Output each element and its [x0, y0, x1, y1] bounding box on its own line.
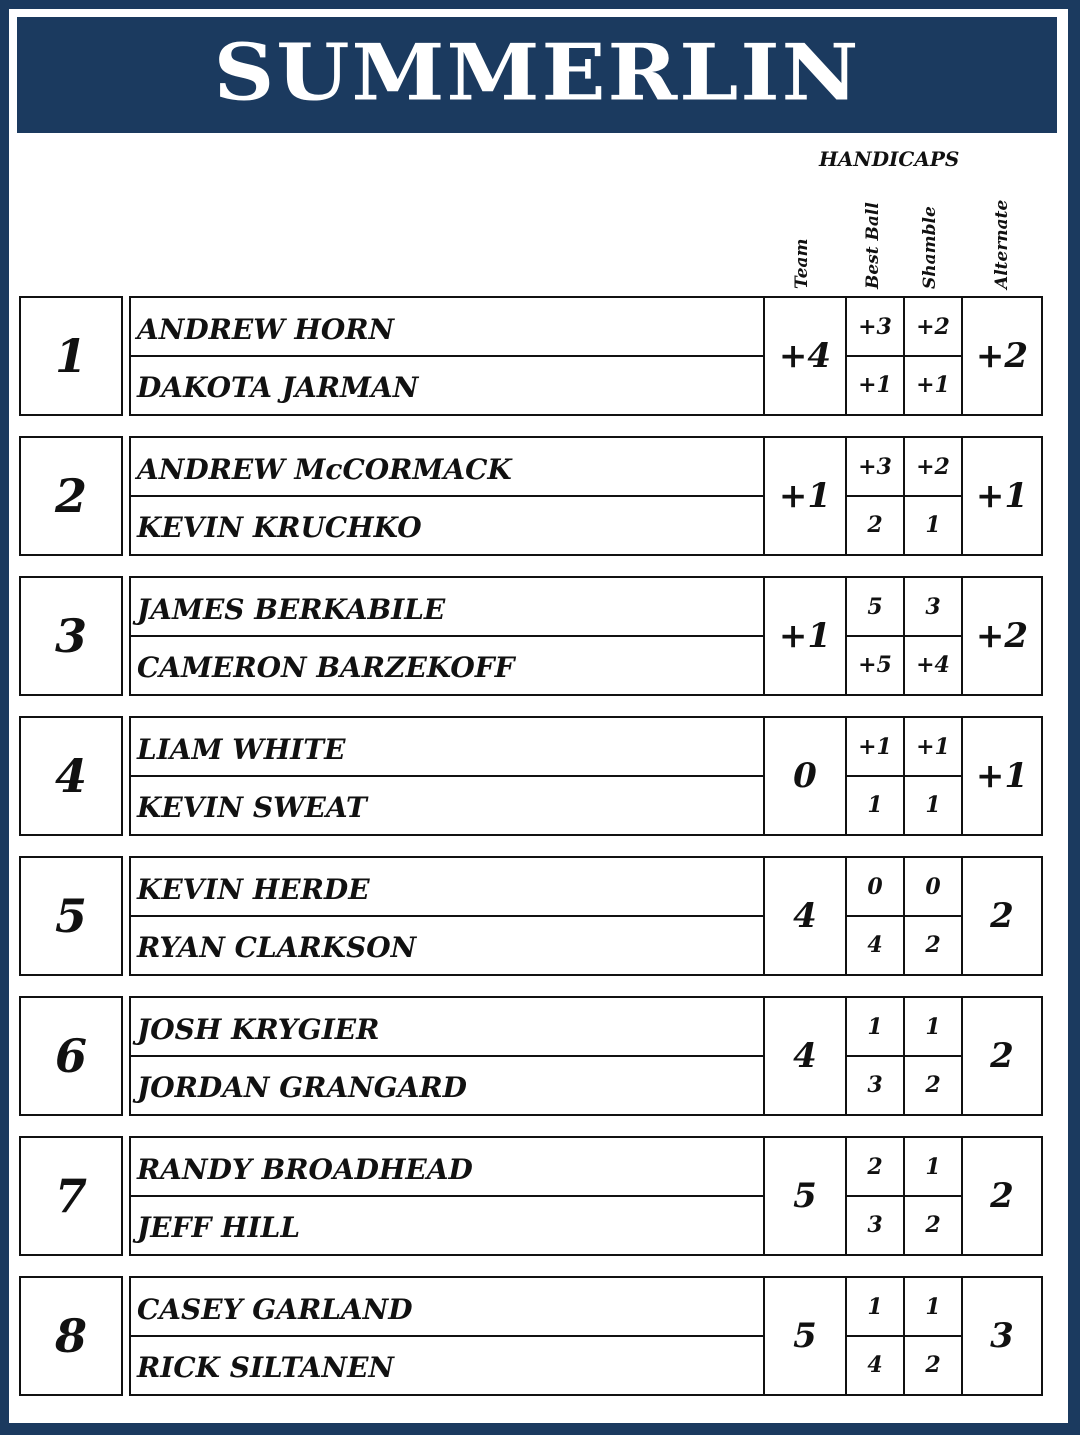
shamble-handicap: +4	[905, 636, 963, 694]
best-ball-handicap: +1	[847, 356, 905, 414]
column-header-shamble: Shamble	[920, 206, 940, 289]
team-handicap: +1	[765, 438, 847, 554]
divider	[131, 1055, 763, 1057]
team-handicap: +1	[765, 578, 847, 694]
best-ball-handicap: +3	[847, 438, 905, 496]
shamble-handicap: 0	[905, 858, 963, 916]
team-handicap: 4	[765, 858, 847, 974]
divider	[131, 495, 763, 497]
player-names	[131, 718, 765, 834]
divider	[847, 775, 963, 777]
divider	[847, 355, 963, 357]
team-grid	[129, 436, 1043, 556]
player-names	[131, 998, 765, 1114]
player-name: CAMERON BARZEKOFF	[137, 650, 515, 684]
player-name: CASEY GARLAND	[137, 1292, 413, 1326]
handicap-sheet	[9, 9, 1068, 1423]
player-name: ANDREW McCORMACK	[137, 452, 512, 486]
player-name: RYAN CLARKSON	[137, 930, 417, 964]
shamble-handicap: +2	[905, 298, 963, 356]
team-grid	[129, 856, 1043, 976]
alternate-handicap: +2	[975, 336, 1029, 376]
divider	[131, 635, 763, 637]
team-number: 1	[19, 296, 123, 416]
best-ball-handicap: 2	[847, 1138, 905, 1196]
best-ball-handicap: 4	[847, 1336, 905, 1394]
handicaps-label: HANDICAPS	[819, 147, 960, 171]
team-number: 3	[19, 576, 123, 696]
team-number: 4	[19, 716, 123, 836]
team-number: 2	[19, 436, 123, 556]
best-ball-handicap: 1	[847, 776, 905, 834]
divider	[131, 1335, 763, 1337]
team-grid	[129, 1136, 1043, 1256]
player-name: RANDY BROADHEAD	[137, 1152, 473, 1186]
column-header-best-ball: Best Ball	[863, 202, 883, 289]
divider	[847, 495, 963, 497]
team-grid	[129, 716, 1043, 836]
best-ball-handicap: 4	[847, 916, 905, 974]
alternate-handicap: 3	[990, 1316, 1014, 1356]
player-name: KEVIN HERDE	[137, 872, 370, 906]
divider	[131, 775, 763, 777]
team-number: 6	[19, 996, 123, 1116]
player-name: ANDREW HORN	[137, 312, 395, 346]
shamble-handicap: 1	[905, 1138, 963, 1196]
alternate-handicap: 2	[990, 896, 1014, 936]
alternate-handicap: 2	[990, 1036, 1014, 1076]
shamble-handicap: +2	[905, 438, 963, 496]
alternate-handicap: +2	[975, 616, 1029, 656]
shamble-handicap: +1	[905, 718, 963, 776]
shamble-handicap: 3	[905, 578, 963, 636]
player-name: LIAM WHITE	[137, 732, 346, 766]
divider	[131, 915, 763, 917]
team-handicap: +4	[765, 298, 847, 414]
divider	[847, 1195, 963, 1197]
best-ball-handicap: 1	[847, 998, 905, 1056]
column-header-alternate: Alternate	[992, 199, 1012, 289]
team-number: 8	[19, 1276, 123, 1396]
shamble-handicap: 2	[905, 916, 963, 974]
best-ball-handicap: 3	[847, 1196, 905, 1254]
shamble-handicap: 1	[905, 496, 963, 554]
player-names	[131, 858, 765, 974]
alternate-handicap: +1	[975, 476, 1029, 516]
team-handicap: 5	[765, 1278, 847, 1394]
page-title: SUMMERLIN	[213, 26, 861, 118]
player-names	[131, 438, 765, 554]
divider	[847, 915, 963, 917]
best-ball-handicap: +1	[847, 718, 905, 776]
shamble-handicap: 2	[905, 1056, 963, 1114]
divider	[131, 355, 763, 357]
team-handicap: 0	[765, 718, 847, 834]
shamble-handicap: 2	[905, 1196, 963, 1254]
player-name: JAMES BERKABILE	[137, 592, 446, 626]
divider	[847, 1335, 963, 1337]
best-ball-handicap: 2	[847, 496, 905, 554]
team-grid	[129, 1276, 1043, 1396]
player-name: JEFF HILL	[137, 1210, 301, 1244]
team-number: 5	[19, 856, 123, 976]
divider	[847, 635, 963, 637]
team-grid	[129, 576, 1043, 696]
player-names	[131, 1138, 765, 1254]
player-name: KEVIN SWEAT	[137, 790, 367, 824]
player-names	[131, 1278, 765, 1394]
team-grid	[129, 996, 1043, 1116]
team-grid	[129, 296, 1043, 416]
player-name: DAKOTA JARMAN	[137, 370, 419, 404]
shamble-handicap: 1	[905, 998, 963, 1056]
divider	[131, 1195, 763, 1197]
best-ball-handicap: 5	[847, 578, 905, 636]
player-name: JOSH KRYGIER	[137, 1012, 380, 1046]
best-ball-handicap: +3	[847, 298, 905, 356]
shamble-handicap: 1	[905, 1278, 963, 1336]
alternate-handicap: 2	[990, 1176, 1014, 1216]
best-ball-handicap: 0	[847, 858, 905, 916]
team-handicap: 4	[765, 998, 847, 1114]
shamble-handicap: +1	[905, 356, 963, 414]
player-name: JORDAN GRANGARD	[137, 1070, 467, 1104]
best-ball-handicap: 3	[847, 1056, 905, 1114]
shamble-handicap: 1	[905, 776, 963, 834]
team-handicap: 5	[765, 1138, 847, 1254]
title-banner	[17, 17, 1057, 133]
alternate-handicap: +1	[975, 756, 1029, 796]
player-names	[131, 578, 765, 694]
player-name: KEVIN KRUCHKO	[137, 510, 422, 544]
divider	[847, 1055, 963, 1057]
player-names	[131, 298, 765, 414]
best-ball-handicap: 1	[847, 1278, 905, 1336]
player-name: RICK SILTANEN	[137, 1350, 395, 1384]
column-header-team: Team	[792, 238, 812, 289]
shamble-handicap: 2	[905, 1336, 963, 1394]
team-number: 7	[19, 1136, 123, 1256]
best-ball-handicap: +5	[847, 636, 905, 694]
